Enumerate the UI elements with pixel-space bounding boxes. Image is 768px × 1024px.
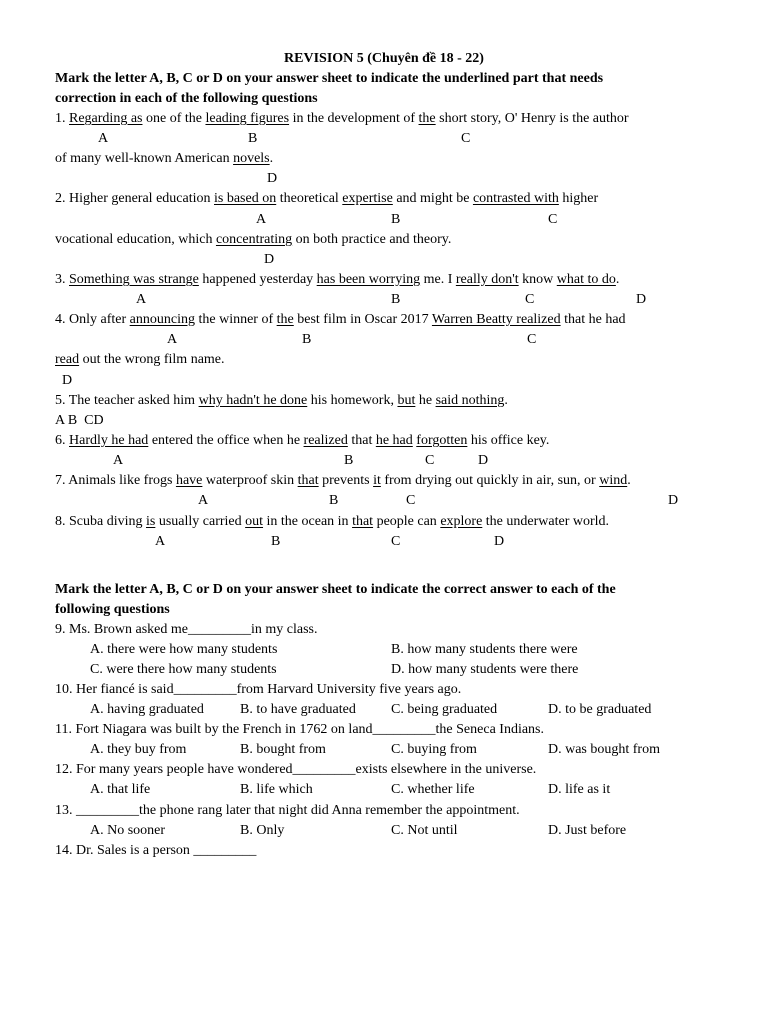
- sentence-text: out the wrong film name.: [79, 352, 225, 367]
- question-7-sentence-line: [55, 472, 631, 490]
- answer-option-c[interactable]: C. Not until: [391, 823, 458, 838]
- sentence-text: 8. Scuba diving: [55, 514, 146, 529]
- answer-option-c[interactable]: C. whether life: [391, 782, 475, 797]
- sentence-text: the underwater world.: [482, 514, 610, 529]
- section1-instruction-line1: Mark the letter A, B, C or D on your answer sheet to indicate the underlined part that needs: [55, 71, 604, 86]
- underlined-part: the: [276, 312, 294, 327]
- answer-option-a[interactable]: A. there were how many students: [90, 642, 278, 657]
- underlined-part: why hadn't he done: [198, 393, 308, 408]
- underlined-part: Warren Beatty realized: [431, 312, 561, 327]
- sentence-text: from drying out quickly in air, sun, or: [380, 473, 600, 488]
- sentence-text: and might be: [392, 191, 473, 206]
- sentence-text: one of the: [142, 111, 206, 126]
- answer-option-c[interactable]: C. were there how many students: [90, 662, 277, 677]
- option-letter-label: D: [668, 493, 679, 508]
- sentence-text: his homework,: [307, 393, 398, 408]
- underlined-part: out: [245, 514, 264, 529]
- question-2-sentence-line: [55, 190, 598, 208]
- answer-option-d[interactable]: D. how many students were there: [391, 662, 579, 677]
- option-letter-label: A: [113, 453, 124, 468]
- question-14-stem: 14. Dr. Sales is a person _________: [55, 843, 257, 858]
- sentence-text: that: [347, 433, 376, 448]
- underlined-part: but: [397, 393, 416, 408]
- underlined-part: said nothing: [435, 393, 505, 408]
- sentence-text: .: [504, 393, 508, 408]
- underlined-part: what to do: [556, 272, 616, 287]
- answer-option-b[interactable]: B. bought from: [240, 742, 326, 757]
- option-letter-label: C: [391, 534, 401, 549]
- underlined-part: announcing: [129, 312, 195, 327]
- option-letter-label: A: [98, 131, 109, 146]
- option-letter-label: D: [478, 453, 489, 468]
- question-11-stem: 11. Fort Niagara was built by the French in 1762 on land_________the Seneca Indians.: [55, 722, 544, 737]
- underlined-part: novels: [233, 151, 270, 166]
- option-letter-label: B: [302, 332, 312, 347]
- question-1-sentence-line: [55, 110, 629, 128]
- sentence-text: theoretical: [276, 191, 343, 206]
- underlined-part: has been worrying: [316, 272, 421, 287]
- question-9-stem: 9. Ms. Brown asked me_________in my class.: [55, 622, 318, 637]
- question-1-sentence-line: [55, 150, 273, 168]
- answer-option-b[interactable]: B. to have graduated: [240, 702, 356, 717]
- sentence-text: 3.: [55, 272, 69, 287]
- underlined-part: is: [146, 514, 156, 529]
- underlined-part: the: [418, 111, 436, 126]
- underlined-part: Hardly he had: [69, 433, 149, 448]
- underlined-part: wind: [599, 473, 628, 488]
- sentence-text: the winner of: [194, 312, 277, 327]
- question-2-sentence-line: [55, 231, 451, 249]
- option-letter-label: C: [527, 332, 537, 347]
- question-4-sentence-line: [55, 311, 626, 329]
- sentence-text: his office key.: [467, 433, 550, 448]
- answer-option-a[interactable]: A. that life: [90, 782, 151, 797]
- answer-option-d[interactable]: D. life as it: [548, 782, 611, 797]
- underlined-part: is based on: [214, 191, 277, 206]
- sentence-text: prevents: [318, 473, 374, 488]
- option-letter-label: A: [256, 212, 267, 227]
- sentence-text: 1.: [55, 111, 69, 126]
- section2-instruction-line1: Mark the letter A, B, C or D on your answer sheet to indicate the correct answer to each of the: [55, 582, 616, 597]
- underlined-part: leading figures: [205, 111, 290, 126]
- sentence-text: .: [627, 473, 631, 488]
- option-letter-label: B: [271, 534, 281, 549]
- sentence-text: 6.: [55, 433, 69, 448]
- answer-option-a[interactable]: A. having graduated: [90, 702, 204, 717]
- sentence-text: he: [415, 393, 436, 408]
- sentence-text: on both practice and theory.: [292, 232, 452, 247]
- answer-option-d[interactable]: D. to be graduated: [548, 702, 652, 717]
- underlined-part: that: [352, 514, 374, 529]
- sentence-text: waterproof skin: [202, 473, 298, 488]
- sentence-text: .: [269, 151, 274, 166]
- underlined-part: realized: [303, 433, 348, 448]
- answer-option-b[interactable]: B. how many students there were: [391, 642, 578, 657]
- sentence-text: .: [615, 272, 620, 287]
- sentence-text: higher: [558, 191, 599, 206]
- underlined-part: expertise: [342, 191, 393, 206]
- option-letter-label: D: [636, 292, 647, 307]
- underlined-part: he had: [375, 433, 413, 448]
- sentence-text: 4. Only after: [55, 312, 130, 327]
- sentence-text: short story, O' Henry is the author: [435, 111, 629, 126]
- sentence-text: people can: [373, 514, 441, 529]
- option-letter-label: C: [461, 131, 471, 146]
- underlined-part: forgotten: [416, 433, 468, 448]
- option-letter-label: C: [548, 212, 558, 227]
- answer-option-d[interactable]: D. Just before: [548, 823, 627, 838]
- question-4-sentence-line: [55, 351, 225, 369]
- answer-option-a[interactable]: A. No sooner: [90, 823, 166, 838]
- section2-instruction-line2: following questions: [55, 602, 170, 617]
- option-letter-label: A B CD: [55, 413, 104, 428]
- sentence-text: know: [518, 272, 557, 287]
- sentence-text: best film in Oscar 2017: [293, 312, 432, 327]
- question-8-sentence-line: [55, 513, 609, 531]
- sentence-text: entered the office when he: [148, 433, 304, 448]
- underlined-part: Something was strange: [69, 272, 199, 287]
- answer-option-c[interactable]: C. buying from: [391, 742, 477, 757]
- question-5-sentence-line: [55, 392, 508, 410]
- option-letter-label: A: [167, 332, 178, 347]
- underlined-part: it: [373, 473, 381, 488]
- option-letter-label: C: [525, 292, 535, 307]
- sentence-text: 7. Animals like frogs: [55, 473, 176, 488]
- answer-option-d[interactable]: D. was bought from: [548, 742, 660, 757]
- option-letter-label: A: [155, 534, 166, 549]
- option-letter-label: A: [198, 493, 209, 508]
- sentence-text: vocational education, which: [55, 232, 216, 247]
- underlined-part: that: [297, 473, 319, 488]
- option-letter-label: B: [391, 212, 401, 227]
- option-letter-label: D: [494, 534, 505, 549]
- option-letter-label: D: [264, 252, 275, 267]
- option-letter-label: B: [329, 493, 339, 508]
- answer-option-b[interactable]: B. Only: [240, 823, 285, 838]
- option-letter-label: D: [267, 171, 278, 186]
- question-6-sentence-line: [55, 432, 549, 450]
- sentence-text: usually carried: [155, 514, 246, 529]
- sentence-text: 2. Higher general education: [55, 191, 214, 206]
- underlined-part: read: [55, 352, 80, 367]
- underlined-part: explore: [440, 514, 483, 529]
- answer-option-b[interactable]: B. life which: [240, 782, 313, 797]
- sentence-text: that he had: [560, 312, 626, 327]
- sentence-text: in the development of: [289, 111, 419, 126]
- answer-option-c[interactable]: C. being graduated: [391, 702, 498, 717]
- option-letter-label: B: [248, 131, 258, 146]
- sentence-text: of many well-known American: [55, 151, 234, 166]
- sentence-text: happened yesterday: [198, 272, 317, 287]
- question-10-stem: 10. Her fiancé is said_________from Harvard University five years ago.: [55, 682, 462, 697]
- question-13-stem: 13. _________the phone rang later that night did Anna remember the appointment.: [55, 803, 520, 818]
- underlined-part: contrasted with: [472, 191, 559, 206]
- section1-instruction-line2: correction in each of the following questions: [55, 91, 318, 106]
- option-letter-label: B: [391, 292, 401, 307]
- underlined-part: have: [175, 473, 203, 488]
- underlined-part: Regarding as: [69, 111, 143, 126]
- sentence-text: 5. The teacher asked him: [55, 393, 199, 408]
- question-12-stem: 12. For many years people have wondered_________exists elsewhere in the universe.: [55, 762, 537, 777]
- option-letter-label: B: [344, 453, 354, 468]
- option-letter-label: A: [136, 292, 147, 307]
- option-letter-label: D: [62, 373, 73, 388]
- underlined-part: concentrating: [215, 232, 293, 247]
- option-letter-label: C: [406, 493, 416, 508]
- question-3-sentence-line: [55, 271, 619, 289]
- answer-option-a[interactable]: A. they buy from: [90, 742, 187, 757]
- sentence-text: in the ocean in: [263, 514, 353, 529]
- page-title: REVISION 5 (Chuyên đề 18 - 22): [284, 51, 484, 66]
- underlined-part: really don't: [455, 272, 519, 287]
- option-letter-label: C: [425, 453, 435, 468]
- sentence-text: me. I: [420, 272, 456, 287]
